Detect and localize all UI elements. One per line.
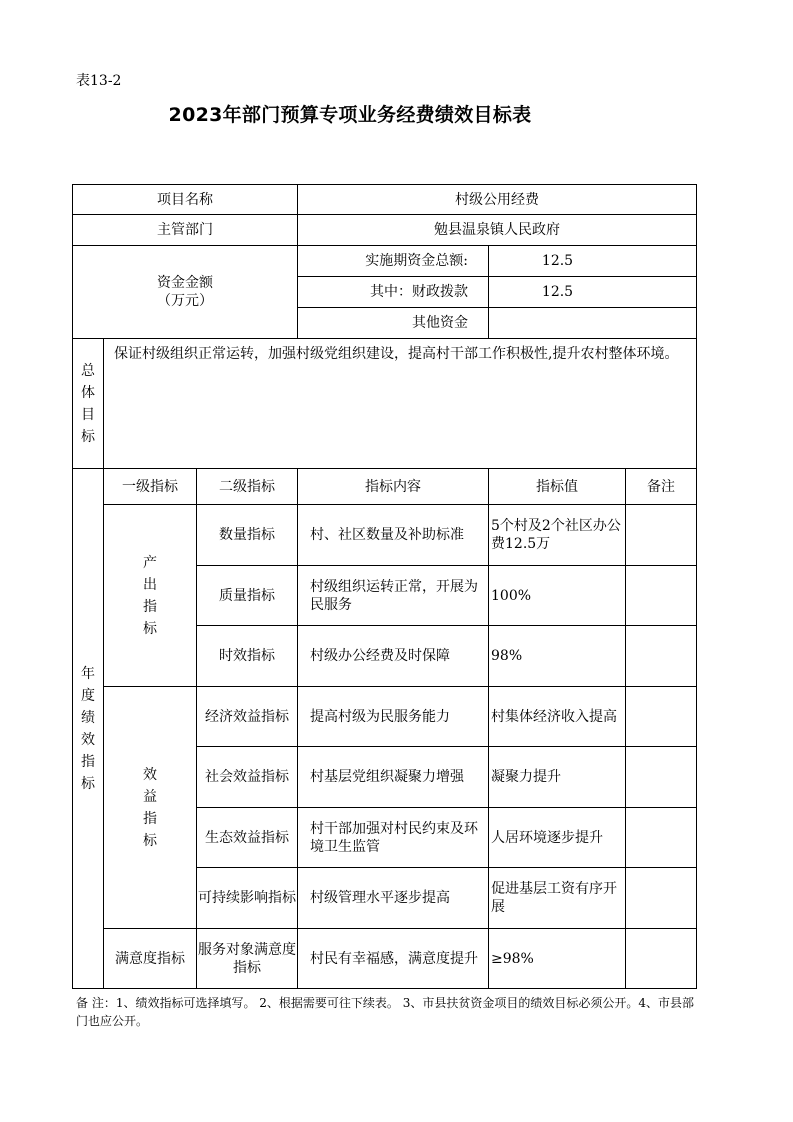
content-cell: 村级办公经费及时保障 <box>298 626 489 687</box>
footnote: 备 注：1、绩效指标可选择填写。 2、根据需要可往下续表。 3、市县扶贫资金项目的绩效目标必须公开。4、市县部门也应公开。 <box>76 996 694 1028</box>
other-fund-value <box>489 308 697 339</box>
value-cell: 村集体经济收入提高 <box>489 687 626 747</box>
indicator-header-row <box>73 469 697 505</box>
level2-cell: 生态效益指标 <box>197 808 298 868</box>
content-cell: 村级管理水平逐步提高 <box>298 868 489 929</box>
remark-cell <box>626 929 697 989</box>
value-cell: ≥98% <box>489 929 626 989</box>
remark-cell <box>626 505 697 566</box>
project-name-value: 村级公用经费 <box>298 185 697 215</box>
content-cell: 提高村级为民服务能力 <box>298 687 489 747</box>
performance-table <box>72 184 697 989</box>
col-header-content: 指标内容 <box>298 469 489 505</box>
col-header-level1: 一级指标 <box>104 469 197 505</box>
table-row <box>73 929 697 989</box>
table-row <box>73 505 697 566</box>
benefit-indicator-label-text: 效益指标 <box>143 766 157 849</box>
level2-cell: 质量指标 <box>197 566 298 626</box>
remark-cell <box>626 626 697 687</box>
fund-total-row <box>73 246 697 277</box>
value-cell: 5个村及2个社区办公费12.5万 <box>489 505 626 566</box>
value-cell: 98% <box>489 626 626 687</box>
dept-row <box>73 215 697 246</box>
annual-indicator-label-text: 年度绩效指标 <box>81 665 95 792</box>
fiscal-fund-label: 其中：财政拨款 <box>298 277 489 308</box>
overall-goal-row <box>73 339 697 469</box>
page-title: 2023年部门预算专项业务经费绩效目标表 <box>168 104 532 126</box>
remark-cell <box>626 566 697 626</box>
level2-cell: 时效指标 <box>197 626 298 687</box>
project-name-row <box>73 185 697 215</box>
col-header-value: 指标值 <box>489 469 626 505</box>
value-cell: 促进基层工资有序开展 <box>489 868 626 929</box>
satisfaction-indicator-label: 满意度指标 <box>104 929 197 989</box>
table-row <box>73 687 697 747</box>
table-number: 表13-2 <box>76 73 122 89</box>
content-cell: 村干部加强对村民约束及环境卫生监管 <box>298 808 489 868</box>
project-name-label: 项目名称 <box>73 185 298 215</box>
value-cell: 人居环境逐步提升 <box>489 808 626 868</box>
dept-value: 勉县温泉镇人民政府 <box>298 215 697 246</box>
overall-goal-label <box>73 339 104 469</box>
annual-indicator-label <box>73 469 104 989</box>
other-fund-label: 其他资金 <box>298 308 489 339</box>
level2-cell: 服务对象满意度指标 <box>197 929 298 989</box>
content-cell: 村基层党组织凝聚力增强 <box>298 747 489 808</box>
level2-cell: 可持续影响指标 <box>197 868 298 929</box>
overall-goal-text: 保证村级组织正常运转，加强村级党组织建设，提高村干部工作积极性,提升农村整体环境。 <box>104 339 697 469</box>
col-header-remark: 备注 <box>626 469 697 505</box>
remark-cell <box>626 808 697 868</box>
remark-cell <box>626 687 697 747</box>
remark-cell <box>626 868 697 929</box>
level2-cell: 社会效益指标 <box>197 747 298 808</box>
fund-label <box>73 246 298 339</box>
dept-label: 主管部门 <box>73 215 298 246</box>
value-cell: 凝聚力提升 <box>489 747 626 808</box>
level2-cell: 数量指标 <box>197 505 298 566</box>
fund-label-line2: （万元） <box>157 293 213 309</box>
total-fund-label: 实施期资金总额: <box>298 246 489 277</box>
value-cell: 100% <box>489 566 626 626</box>
content-cell: 村民有幸福感，满意度提升 <box>298 929 489 989</box>
total-fund-value: 12.5 <box>489 246 697 277</box>
remark-cell <box>626 747 697 808</box>
output-indicator-label <box>104 505 197 687</box>
content-cell: 村、社区数量及补助标准 <box>298 505 489 566</box>
level2-cell: 经济效益指标 <box>197 687 298 747</box>
fund-label-line1: 资金金额 <box>157 275 213 291</box>
output-indicator-label-text: 产出指标 <box>143 554 157 637</box>
col-header-level2: 二级指标 <box>197 469 298 505</box>
overall-goal-label-text: 总体目标 <box>81 362 95 445</box>
fiscal-fund-value: 12.5 <box>489 277 697 308</box>
content-cell: 村级组织运转正常，开展为民服务 <box>298 566 489 626</box>
benefit-indicator-label <box>104 687 197 929</box>
